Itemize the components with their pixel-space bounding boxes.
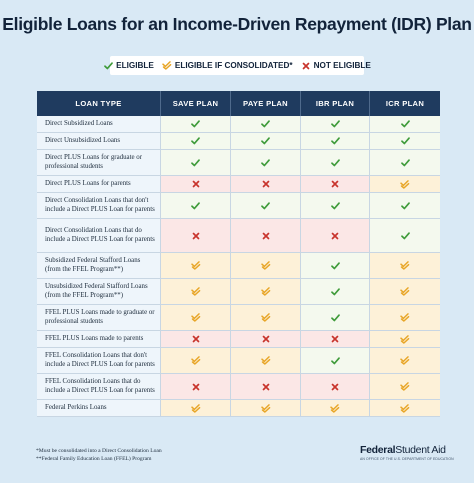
legend-eligible-label: ELIGIBLE xyxy=(116,61,154,70)
footnotes xyxy=(36,447,162,463)
icr-plan-cell xyxy=(370,279,440,304)
save-plan-cell xyxy=(161,331,231,347)
paye-plan-cell xyxy=(231,176,301,192)
double-check-icon xyxy=(191,356,201,366)
double-check-icon xyxy=(330,403,340,413)
paye-plan-cell xyxy=(231,133,301,149)
ibr-plan-cell xyxy=(301,150,370,175)
double-check-icon xyxy=(400,261,410,271)
save-plan-cell xyxy=(161,400,231,416)
check-icon xyxy=(261,136,271,146)
legend-consolidated-label: ELIGIBLE IF CONSOLIDATED* xyxy=(174,61,293,70)
loan-type-cell: Direct Subsidized Loans xyxy=(37,116,161,132)
double-check-icon xyxy=(162,61,172,71)
header-ibr-plan: IBR PLAN xyxy=(301,91,370,116)
paye-plan-cell xyxy=(231,219,301,252)
icr-plan-cell xyxy=(370,116,440,132)
check-icon xyxy=(191,201,201,211)
icr-plan-cell xyxy=(370,150,440,175)
double-check-icon xyxy=(191,313,201,323)
paye-plan-cell xyxy=(231,348,301,373)
double-check-icon xyxy=(400,403,410,413)
icr-plan-cell xyxy=(370,133,440,149)
save-plan-cell xyxy=(161,176,231,192)
table-row xyxy=(37,331,440,348)
logo-name xyxy=(360,444,446,456)
loan-type-cell: Direct Consolidation Loans that do include a Direct PLUS Loan for parents xyxy=(37,219,161,252)
paye-plan-cell xyxy=(231,331,301,347)
check-icon xyxy=(400,136,410,146)
double-check-icon xyxy=(261,356,271,366)
header-save-plan: SAVE PLAN xyxy=(161,91,231,116)
logo-name-bold: Federal xyxy=(360,444,396,456)
legend xyxy=(110,56,371,75)
double-check-icon xyxy=(191,261,201,271)
save-plan-cell xyxy=(161,374,231,399)
check-icon xyxy=(330,158,340,168)
x-icon xyxy=(330,382,340,392)
double-check-icon xyxy=(191,287,201,297)
save-plan-cell xyxy=(161,279,231,304)
check-icon xyxy=(400,158,410,168)
paye-plan-cell xyxy=(231,150,301,175)
save-plan-cell xyxy=(161,150,231,175)
header-paye-plan: PAYE PLAN xyxy=(231,91,301,116)
loan-type-cell: Direct Consolidation Loans that don't include a Direct PLUS Loan for parents xyxy=(37,193,161,218)
header-icr-plan: ICR PLAN xyxy=(385,99,425,108)
table-row xyxy=(37,116,440,133)
table-row xyxy=(37,305,440,331)
table-row xyxy=(37,193,440,219)
save-plan-cell xyxy=(161,253,231,278)
check-icon xyxy=(330,313,340,323)
icr-plan-cell xyxy=(370,253,440,278)
double-check-icon xyxy=(261,313,271,323)
ibr-plan-cell xyxy=(301,331,370,347)
check-icon xyxy=(330,287,340,297)
icr-plan-cell xyxy=(370,305,440,330)
table-row xyxy=(37,176,440,193)
loan-type-cell: FFEL Consolidation Loans that do include a Direct PLUS Loan for parents xyxy=(37,374,161,399)
legend-not-eligible xyxy=(301,61,371,71)
ibr-plan-cell xyxy=(301,253,370,278)
ibr-plan-cell xyxy=(301,279,370,304)
x-icon xyxy=(330,334,340,344)
icr-plan-cell xyxy=(370,219,440,252)
icr-plan-cell xyxy=(370,331,440,347)
paye-plan-cell xyxy=(231,279,301,304)
ibr-plan-cell xyxy=(301,193,370,218)
save-plan-cell xyxy=(161,116,231,132)
loan-type-cell: Unsubsidized Federal Stafford Loans (from the FFEL Program**) xyxy=(37,279,161,304)
legend-consolidated xyxy=(162,61,293,71)
check-icon xyxy=(261,158,271,168)
paye-plan-cell xyxy=(231,253,301,278)
save-plan-cell xyxy=(161,305,231,330)
double-check-icon xyxy=(400,334,410,344)
save-plan-cell xyxy=(161,219,231,252)
eligibility-table xyxy=(37,91,440,417)
ibr-plan-cell xyxy=(301,374,370,399)
check-icon xyxy=(191,119,201,129)
check-icon xyxy=(330,201,340,211)
icr-plan-cell xyxy=(370,374,440,399)
x-icon xyxy=(261,179,271,189)
legend-eligible xyxy=(103,61,154,71)
footnote-1: *Must be consolidated into a Direct Consolidation Loan xyxy=(36,448,162,454)
x-icon xyxy=(191,179,201,189)
table-body xyxy=(37,116,440,417)
check-icon xyxy=(330,136,340,146)
double-check-icon xyxy=(400,287,410,297)
check-icon xyxy=(400,119,410,129)
double-check-icon xyxy=(261,287,271,297)
loan-type-cell: Federal Perkins Loans xyxy=(37,400,161,416)
federal-student-aid-logo xyxy=(360,444,454,461)
ibr-plan-cell xyxy=(301,176,370,192)
icr-plan-cell xyxy=(370,176,440,192)
table-row xyxy=(37,219,440,253)
loan-type-cell: Direct PLUS Loans for graduate or professional students xyxy=(37,150,161,175)
logo-tagline: AN OFFICE OF THE U.S. DEPARTMENT OF EDUCATION xyxy=(360,457,454,461)
loan-type-cell: FFEL PLUS Loans made to graduate or professional students xyxy=(37,305,161,330)
paye-plan-cell xyxy=(231,116,301,132)
table-row xyxy=(37,279,440,305)
x-icon xyxy=(191,231,201,241)
check-icon xyxy=(191,158,201,168)
table-header xyxy=(37,91,440,116)
x-icon xyxy=(330,179,340,189)
table-row xyxy=(37,400,440,417)
ibr-plan-cell xyxy=(301,348,370,373)
check-icon xyxy=(330,119,340,129)
double-check-icon xyxy=(400,382,410,392)
legend-not-eligible-label: NOT ELIGIBLE xyxy=(313,61,371,70)
double-check-icon xyxy=(400,179,410,189)
x-icon xyxy=(261,382,271,392)
loan-type-cell: Direct Unsubsidized Loans xyxy=(37,133,161,149)
check-icon xyxy=(400,201,410,211)
loan-type-cell: Subsidized Federal Stafford Loans (from the FFEL Program**) xyxy=(37,253,161,278)
ibr-plan-cell xyxy=(301,305,370,330)
loan-type-cell: FFEL PLUS Loans made to parents xyxy=(37,331,161,347)
loan-type-cell: Direct PLUS Loans for parents xyxy=(37,176,161,192)
save-plan-cell xyxy=(161,348,231,373)
icr-plan-cell xyxy=(370,400,440,416)
table-row xyxy=(37,253,440,279)
ibr-plan-cell xyxy=(301,116,370,132)
table-row xyxy=(37,374,440,400)
double-check-icon xyxy=(400,356,410,366)
paye-plan-cell xyxy=(231,400,301,416)
paye-plan-cell xyxy=(231,193,301,218)
check-icon xyxy=(400,231,410,241)
loan-type-cell: FFEL Consolidation Loans that don't include a Direct PLUS Loan for parents xyxy=(37,348,161,373)
check-icon xyxy=(103,61,113,71)
header-loan-type: LOAN TYPE xyxy=(37,91,161,116)
save-plan-cell xyxy=(161,193,231,218)
ibr-plan-cell xyxy=(301,219,370,252)
double-check-icon xyxy=(400,313,410,323)
page-title: Eligible Loans for an Income-Driven Repayment (IDR) Plan xyxy=(2,14,472,34)
x-icon xyxy=(330,231,340,241)
ibr-plan-cell xyxy=(301,400,370,416)
double-check-icon xyxy=(191,403,201,413)
double-check-icon xyxy=(261,403,271,413)
double-check-icon xyxy=(261,261,271,271)
icr-plan-cell xyxy=(370,348,440,373)
table-row xyxy=(37,133,440,150)
icr-plan-cell xyxy=(370,193,440,218)
check-icon xyxy=(191,136,201,146)
x-icon xyxy=(191,334,201,344)
check-icon xyxy=(261,119,271,129)
check-icon xyxy=(261,201,271,211)
ibr-plan-cell xyxy=(301,133,370,149)
check-icon xyxy=(330,261,340,271)
x-icon xyxy=(261,231,271,241)
x-icon xyxy=(191,382,201,392)
paye-plan-cell xyxy=(231,374,301,399)
footnote-2: **Federal Family Education Loan (FFEL) Program xyxy=(36,456,152,462)
check-icon xyxy=(330,356,340,366)
table-row xyxy=(37,348,440,374)
logo-name-light: Student Aid xyxy=(395,444,446,456)
save-plan-cell xyxy=(161,133,231,149)
x-icon xyxy=(261,334,271,344)
paye-plan-cell xyxy=(231,305,301,330)
x-icon xyxy=(301,61,311,71)
table-row xyxy=(37,150,440,176)
